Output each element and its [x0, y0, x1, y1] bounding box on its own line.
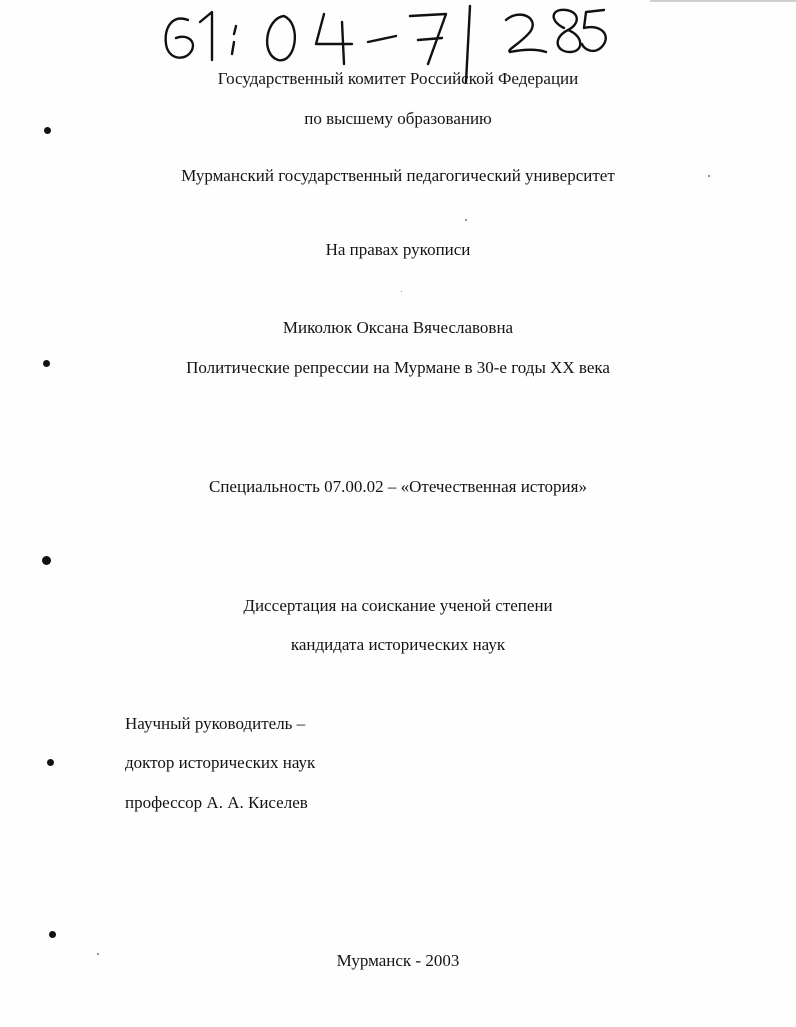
supervisor-name: профессор А. А. Киселев	[125, 793, 308, 812]
scan-speck	[708, 175, 710, 177]
supervisor-degree: доктор исторических наук	[125, 753, 316, 772]
committee-sub-line: по высшему образованию	[304, 109, 492, 128]
city-year: Мурманск - 2003	[336, 951, 460, 970]
author-name: Миколюк Оксана Вячеславовна	[282, 318, 514, 337]
university-line: Мурманский государственный педагогический университет	[181, 166, 615, 185]
committee-line: Государственный комитет Российской Федерации	[217, 69, 579, 88]
margin-dot	[47, 759, 54, 766]
scan-speck	[465, 219, 467, 221]
scan-speck	[401, 291, 402, 292]
margin-dot	[44, 127, 51, 134]
dissertation-title: Политические репрессии на Мурмане в 30-е годы XX века	[186, 358, 610, 377]
specialty-line: Специальность 07.00.02 – «Отечественная история»	[209, 477, 587, 496]
margin-dot	[49, 931, 56, 938]
scan-speck	[97, 953, 99, 955]
dissertation-line-1: Диссертация на соискание ученой степени	[243, 596, 553, 615]
dissertation-line-2: кандидата исторических наук	[290, 635, 506, 654]
margin-dot	[43, 360, 50, 367]
manuscript-note: На правах рукописи	[325, 240, 471, 259]
supervisor-label: Научный руководитель –	[125, 714, 306, 733]
margin-dot	[42, 556, 51, 565]
